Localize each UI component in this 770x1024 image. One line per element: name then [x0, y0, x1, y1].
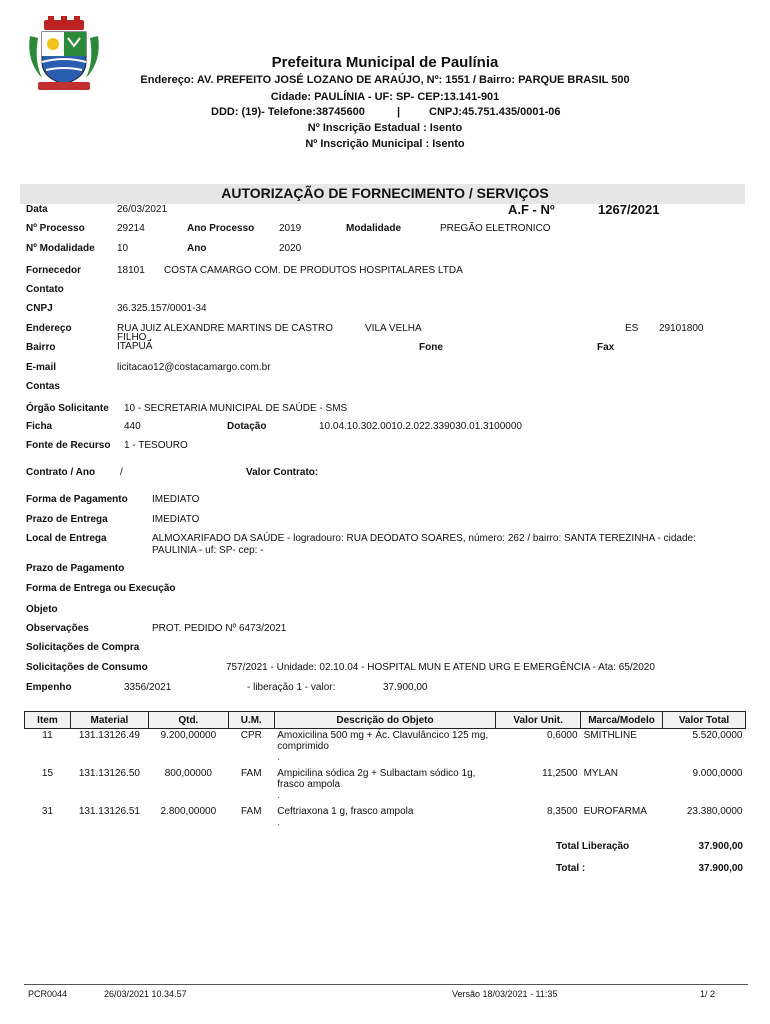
ano-processo-label: Ano Processo: [187, 223, 255, 234]
header-phone: DDD: (19)- Telefone:38745600: [211, 106, 365, 118]
row-item: 15: [41, 767, 54, 779]
row-material: 131.13126.49: [78, 730, 140, 741]
valor-contrato-label: Valor Contrato:: [246, 467, 319, 478]
header-address: Endereço: AV. PREFEITO JOSÉ LOZANO DE ARAÚJO, Nº: 1551 / Bairro: PARQUE BRASIL 500: [140, 74, 630, 86]
row-um: FAM: [241, 767, 262, 779]
solicitacoes-consumo-label: Solicitações de Consumo: [26, 662, 148, 673]
forma-pagamento-value: IMEDIATO: [152, 494, 200, 505]
table-row: [25, 729, 746, 767]
row-um: FAM: [241, 805, 262, 817]
row-um: CPR: [240, 730, 262, 741]
footer-report-code: PCR0044: [28, 989, 68, 999]
header-city: Cidade: PAULÍNIA - UF: SP- CEP:13.141-901: [270, 91, 500, 103]
forma-pagamento-label: Forma de Pagamento: [26, 494, 128, 505]
liberacao-label: - liberação 1 - valor:: [247, 682, 336, 693]
row-descricao-dot: .: [277, 789, 281, 801]
observacoes-value: PROT. PEDIDO Nº 6473/2021: [152, 623, 287, 634]
footer-version: Versão 18/03/2021 - 11:35: [452, 989, 558, 999]
data-label: Data: [26, 204, 48, 215]
row-descricao: [274, 729, 495, 767]
num-modalidade-label: Nº Modalidade: [26, 243, 95, 254]
total-liberacao-label: Total Liberação: [556, 841, 630, 852]
row-descricao-line-2: frasco ampola: [277, 778, 341, 790]
processo-label: Nº Processo: [26, 223, 85, 234]
contrato-value: /: [120, 467, 123, 478]
solicitacoes-consumo-value: 757/2021 - Unidade: 02.10.04 - HOSPITAL MUN E ATEND URG E EMERGÊNCIA - Ata: 65/2020: [226, 662, 655, 673]
uf-value: ES: [625, 323, 639, 334]
endereco-value: RUA JUIZ ALEXANDRE MARTINS DE CASTRO: [117, 323, 333, 334]
row-qtd: 800,00000: [164, 767, 212, 779]
municipality-title: Prefeitura Municipal de Paulínia: [271, 54, 499, 71]
row-marca: MYLAN: [583, 767, 619, 779]
row-material: 131.13126.50: [78, 767, 140, 779]
fornecedor-code: 18101: [117, 265, 145, 276]
row-item: 31: [41, 805, 54, 817]
row-descricao-line-1: Amoxicilina 500 mg + Ác. Clavulâncico 125 mg,: [277, 730, 489, 741]
row-valor-unit: 11,2500: [542, 767, 578, 779]
total-liberacao-value: 37.900,00: [698, 841, 743, 852]
solicitacoes-compra-label: Solicitações de Compra: [26, 642, 140, 653]
fornecedor-name: COSTA CAMARGO COM. DE PRODUTOS HOSPITALARES LTDA: [164, 265, 463, 276]
col-um-header: U.M.: [228, 712, 274, 729]
footer-divider: [24, 984, 748, 985]
ano-processo-value: 2019: [279, 223, 302, 234]
row-valor-total: 23.380,0000: [686, 805, 743, 817]
num-modalidade-value: 10: [117, 243, 129, 254]
observacoes-label: Observações: [26, 623, 89, 634]
col-valor-total-header: Valor Total: [663, 712, 746, 729]
orgao-value: 10 - SECRETARIA MUNICIPAL DE SAÚDE - SMS: [124, 403, 348, 414]
orgao-label: Órgão Solicitante: [26, 403, 109, 414]
row-descricao-dot: .: [277, 752, 281, 763]
cidade-value: VILA VELHA: [365, 323, 422, 334]
bairro-value: ITAPUÃ: [117, 341, 153, 352]
prazo-entrega-label: Prazo de Entrega: [26, 514, 108, 525]
endereco-label: Endereço: [26, 323, 72, 334]
footer-page-number: 1/ 2: [700, 989, 716, 999]
empenho-value: 3356/2021: [124, 682, 172, 693]
local-entrega-value-1: ALMOXARIFADO DA SAÚDE - logradouro: RUA DEODATO SOARES, número: 262 / bairro: SANTA TEREZINHA - cidade:: [152, 533, 696, 544]
processo-value: 29214: [117, 223, 145, 234]
table-header-row: [25, 712, 746, 729]
col-item-header: Item: [25, 712, 71, 729]
ano-value: 2020: [279, 243, 302, 254]
fone-label: Fone: [419, 342, 443, 353]
row-valor-unit: 0,6000: [546, 730, 578, 741]
contas-label: Contas: [26, 381, 60, 392]
col-material-header: Material: [70, 712, 148, 729]
row-material: 131.13126.51: [78, 805, 140, 817]
objeto-label: Objeto: [26, 604, 58, 615]
liberacao-value: 37.900,00: [383, 682, 428, 693]
dotacao-value: 10.04.10.302.0010.2.022.339030.01.3100000: [319, 421, 522, 432]
af-number-label: A.F - Nº: [508, 202, 555, 217]
ano-label: Ano: [187, 243, 207, 254]
ficha-value: 440: [124, 421, 141, 432]
header-state-registration: Nº Inscrição Estadual : Isento: [307, 122, 463, 134]
fax-label: Fax: [597, 342, 615, 353]
local-entrega-label: Local de Entrega: [26, 533, 107, 544]
col-valor-unit-header: Valor Unit.: [496, 712, 581, 729]
total-value: 37.900,00: [698, 863, 743, 874]
header-cnpj: CNPJ:45.751.435/0001-06: [429, 106, 561, 118]
forma-entrega-label: Forma de Entrega ou Execução: [26, 583, 176, 594]
email-label: E-mail: [26, 362, 57, 373]
fonte-value: 1 - TESOURO: [124, 440, 188, 451]
row-marca: EUROFARMA: [583, 805, 647, 817]
row-qtd: 2.800,00000: [160, 805, 217, 817]
row-marca: SMITHLINE: [583, 730, 637, 741]
modalidade-label: Modalidade: [346, 223, 402, 234]
prazo-entrega-value: IMEDIATO: [152, 514, 200, 525]
ficha-label: Ficha: [26, 421, 53, 432]
endereco-value-2: FILHO ,: [117, 332, 153, 343]
email-value: licitacao12@costacamargo.com.br: [117, 362, 271, 373]
total-label: Total :: [556, 863, 586, 874]
row-descricao-line-1: Ampicilina sódica 2g + Sulbactam sódico 1g,: [277, 767, 476, 779]
header-separator: |: [397, 106, 401, 118]
cep-value: 29101800: [659, 323, 704, 334]
modalidade-value: PREGÃO ELETRONICO: [440, 223, 551, 234]
row-qtd: 9.200,00000: [160, 730, 217, 741]
col-descricao-header: Descrição do Objeto: [274, 712, 495, 729]
header-city-registration: Nº Inscrição Municipal : Isento: [305, 138, 465, 150]
empenho-label: Empenho: [26, 682, 72, 693]
row-item: 11: [42, 730, 53, 741]
bairro-label: Bairro: [26, 342, 56, 353]
cnpj-label: CNPJ: [26, 303, 53, 314]
footer-datetime: 26/03/2021 10.34.57: [104, 989, 187, 999]
cnpj-value: 36.325.157/0001-34: [117, 303, 207, 314]
row-descricao-line-1: Ceftriaxona 1 g, frasco ampola: [277, 805, 414, 817]
row-descricao: [274, 805, 495, 839]
table-row: [25, 767, 746, 805]
fonte-label: Fonte de Recurso: [26, 440, 111, 451]
data-value: 26/03/2021: [117, 204, 168, 215]
row-descricao-dot: .: [277, 816, 281, 828]
row-descricao-line-2: comprimido: [277, 741, 329, 752]
af-number-value: 1267/2021: [598, 202, 660, 217]
dotacao-label: Dotação: [227, 421, 267, 432]
row-valor-unit: 8,3500: [546, 805, 578, 817]
fornecedor-label: Fornecedor: [26, 265, 82, 276]
items-table: [24, 711, 746, 839]
contato-label: Contato: [26, 284, 64, 295]
contrato-label: Contrato / Ano: [26, 467, 96, 478]
col-qtd-header: Qtd.: [148, 712, 228, 729]
local-entrega-value-2: PAULINIA - uf: SP- cep: -: [152, 545, 264, 556]
col-marca-header: Marca/Modelo: [581, 712, 663, 729]
row-descricao: [274, 767, 495, 805]
prazo-pagamento-label: Prazo de Pagamento: [26, 563, 125, 574]
row-valor-total: 5.520,0000: [692, 730, 743, 741]
row-valor-total: 9.000,0000: [692, 767, 743, 779]
document-title: AUTORIZAÇÃO DE FORNECIMENTO / SERVIÇOS: [221, 185, 549, 201]
table-row: [25, 805, 746, 839]
